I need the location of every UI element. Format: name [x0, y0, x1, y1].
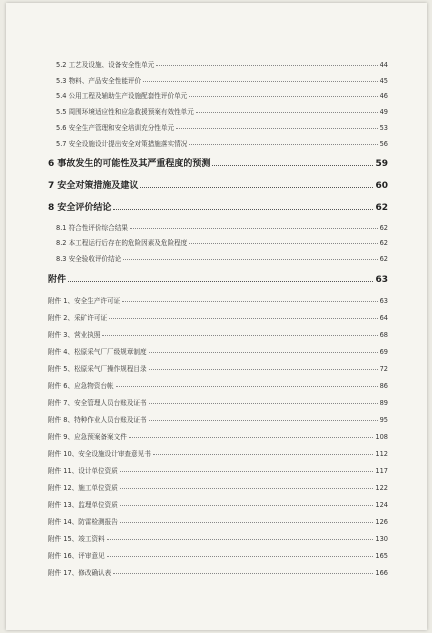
leader-dots [107, 538, 374, 540]
toc-page-number: 72 [379, 365, 388, 374]
toc-appendix-entry[interactable] [48, 509, 388, 526]
toc-page-number: 60 [375, 180, 388, 191]
leader-dots [196, 111, 378, 113]
leader-dots [107, 555, 374, 557]
toc-page-number: 166 [375, 569, 388, 578]
leader-dots [116, 385, 378, 387]
toc-entry-title: 附件 2、采矿许可证 [48, 314, 108, 323]
toc-page-number: 49 [379, 108, 388, 117]
leader-dots [102, 334, 377, 336]
toc-entry[interactable] [48, 216, 388, 232]
toc-entry-title: 附件 11、设计单位资质 [48, 467, 118, 476]
leader-dots [68, 280, 373, 282]
toc-appendix-entry[interactable] [48, 322, 388, 339]
toc-page-number: 62 [379, 239, 388, 248]
leader-dots [149, 419, 378, 421]
leader-dots [130, 227, 378, 229]
toc-entry-title: 附件 17、修改确认表 [48, 569, 112, 578]
toc-entry[interactable] [48, 53, 388, 69]
toc-page-number: 68 [379, 331, 388, 340]
toc-chapter-title: 6 事故发生的可能性及其严重程度的预测 [48, 158, 211, 169]
document-page [6, 3, 427, 630]
toc-page-number: 53 [379, 123, 388, 132]
leader-dots [113, 572, 373, 574]
toc-entry-title: 附件 5、松原采气厂操作规程目录 [48, 365, 147, 374]
toc-page-number: 63 [375, 275, 388, 286]
toc-entry[interactable] [48, 132, 388, 148]
toc-page-number: 86 [379, 382, 388, 391]
toc-appendix-entry[interactable] [48, 492, 388, 509]
toc-appendix-entry[interactable] [48, 441, 388, 458]
toc-chapter-title: 8 安全评价结论 [48, 202, 112, 213]
leader-dots [120, 504, 374, 506]
toc-entry-title: 5.7 安全设施设计提出安全对策措施落实情况 [56, 139, 188, 148]
toc-entry-title: 5.4 公用工程及辅助生产设施配套性评价单元 [56, 92, 188, 101]
leader-dots [123, 258, 377, 260]
toc-entry[interactable] [48, 100, 388, 116]
toc-page-number: 165 [375, 552, 388, 561]
toc-chapter-title: 附件 [48, 275, 67, 286]
leader-dots [189, 143, 377, 145]
toc-entry-title: 5.3 物料、产品安全性能评价 [56, 76, 142, 85]
toc-page-number: 130 [375, 535, 388, 544]
leader-dots [189, 95, 377, 97]
toc-chapter-title: 7 安全对策措施及建议 [48, 180, 139, 191]
toc-chapter-8[interactable] [48, 197, 388, 213]
toc-entry-title: 5.5 周围环境适应性和应急救援预案有效性单元 [56, 108, 194, 117]
toc-entry[interactable] [48, 116, 388, 132]
toc-appendix-entry[interactable] [48, 390, 388, 407]
leader-dots [122, 300, 377, 302]
toc-page-number: 122 [375, 484, 388, 493]
leader-dots [212, 164, 373, 166]
toc-appendix-entry[interactable] [48, 560, 388, 577]
leader-dots [149, 351, 378, 353]
toc-page-number: 112 [375, 450, 388, 459]
toc-entry-title: 附件 15、竣工资料 [48, 535, 105, 544]
toc-entry-title: 附件 3、营业执照 [48, 331, 101, 340]
toc-page-number: 44 [379, 60, 388, 69]
leader-dots [149, 368, 378, 370]
toc-page-number: 108 [375, 433, 388, 442]
leader-dots [140, 186, 373, 188]
toc-page-number: 46 [379, 92, 388, 101]
toc-entry-title: 5.6 安全生产管理和安全培训充分性单元 [56, 123, 175, 132]
toc-entry-title: 附件 14、防雷检测报告 [48, 518, 118, 527]
leader-dots [109, 317, 378, 319]
toc-entry-title: 附件 16、评审意见 [48, 552, 105, 561]
toc-page-number: 95 [379, 416, 388, 425]
toc-entry[interactable] [48, 247, 388, 263]
toc-appendix-entry[interactable] [48, 356, 388, 373]
toc-page-number: 69 [379, 348, 388, 357]
leader-dots [156, 64, 377, 66]
leader-dots [176, 127, 378, 129]
toc-appendix-entry[interactable] [48, 543, 388, 560]
table-of-contents [48, 53, 388, 577]
toc-page-number: 124 [375, 501, 388, 510]
toc-entry-title: 8.2 本工程运行后存在的危险因素及危险程度 [56, 239, 188, 248]
toc-entry[interactable] [48, 232, 388, 248]
leader-dots [149, 402, 378, 404]
toc-page-number: 89 [379, 399, 388, 408]
toc-entry-title: 5.2 工艺及设施、设备安全性单元 [56, 60, 155, 69]
leader-dots [189, 242, 377, 244]
toc-appendix-entry[interactable] [48, 526, 388, 543]
toc-entry[interactable] [48, 85, 388, 101]
toc-page-number: 126 [375, 518, 388, 527]
toc-entry-title: 8.3 安全验收评价结论 [56, 255, 122, 264]
toc-appendix-entry[interactable] [48, 305, 388, 322]
toc-page-number: 62 [379, 223, 388, 232]
toc-entry-title: 附件 7、安全管理人员台账及证书 [48, 399, 147, 408]
toc-page-number: 45 [379, 76, 388, 85]
toc-page-number: 117 [375, 467, 388, 476]
toc-appendix-entry[interactable] [48, 475, 388, 492]
toc-chapter-7[interactable] [48, 175, 388, 191]
toc-page-number: 56 [379, 139, 388, 148]
toc-entry-title: 附件 1、安全生产许可证 [48, 297, 121, 306]
leader-dots [120, 470, 374, 472]
toc-entry-title: 附件 12、施工单位资质 [48, 484, 118, 493]
toc-appendix-entry[interactable] [48, 424, 388, 441]
leader-dots [120, 521, 374, 523]
toc-page-number: 62 [375, 202, 388, 213]
toc-appendix-entry[interactable] [48, 407, 388, 424]
toc-appendix-entry[interactable] [48, 288, 388, 305]
toc-page-number: 59 [375, 158, 388, 169]
toc-entry-title: 8.1 符合性评价综合结果 [56, 223, 128, 232]
toc-page-number: 64 [379, 314, 388, 323]
toc-entry-title: 附件 8、特种作业人员台账及证书 [48, 416, 147, 425]
toc-entry-title: 附件 10、安全设施设计审查意见书 [48, 450, 151, 459]
leader-dots [113, 208, 373, 210]
leader-dots [153, 453, 374, 455]
toc-entry-title: 附件 9、应急预案备案文件 [48, 433, 127, 442]
leader-dots [129, 436, 374, 438]
toc-page-number: 62 [379, 255, 388, 264]
toc-appendix-entry[interactable] [48, 373, 388, 390]
leader-dots [143, 80, 377, 82]
toc-appendix-heading[interactable] [48, 269, 388, 285]
leader-dots [120, 487, 374, 489]
toc-entry[interactable] [48, 69, 388, 85]
toc-appendix-entry[interactable] [48, 339, 388, 356]
toc-entry-title: 附件 13、监理单位资质 [48, 501, 118, 510]
toc-appendix-entry[interactable] [48, 458, 388, 475]
toc-chapter-6[interactable] [48, 153, 388, 169]
toc-page-number: 63 [379, 297, 388, 306]
toc-entry-title: 附件 6、应急物资台帐 [48, 382, 114, 391]
toc-entry-title: 附件 4、松原采气厂厂级规章制度 [48, 348, 147, 357]
